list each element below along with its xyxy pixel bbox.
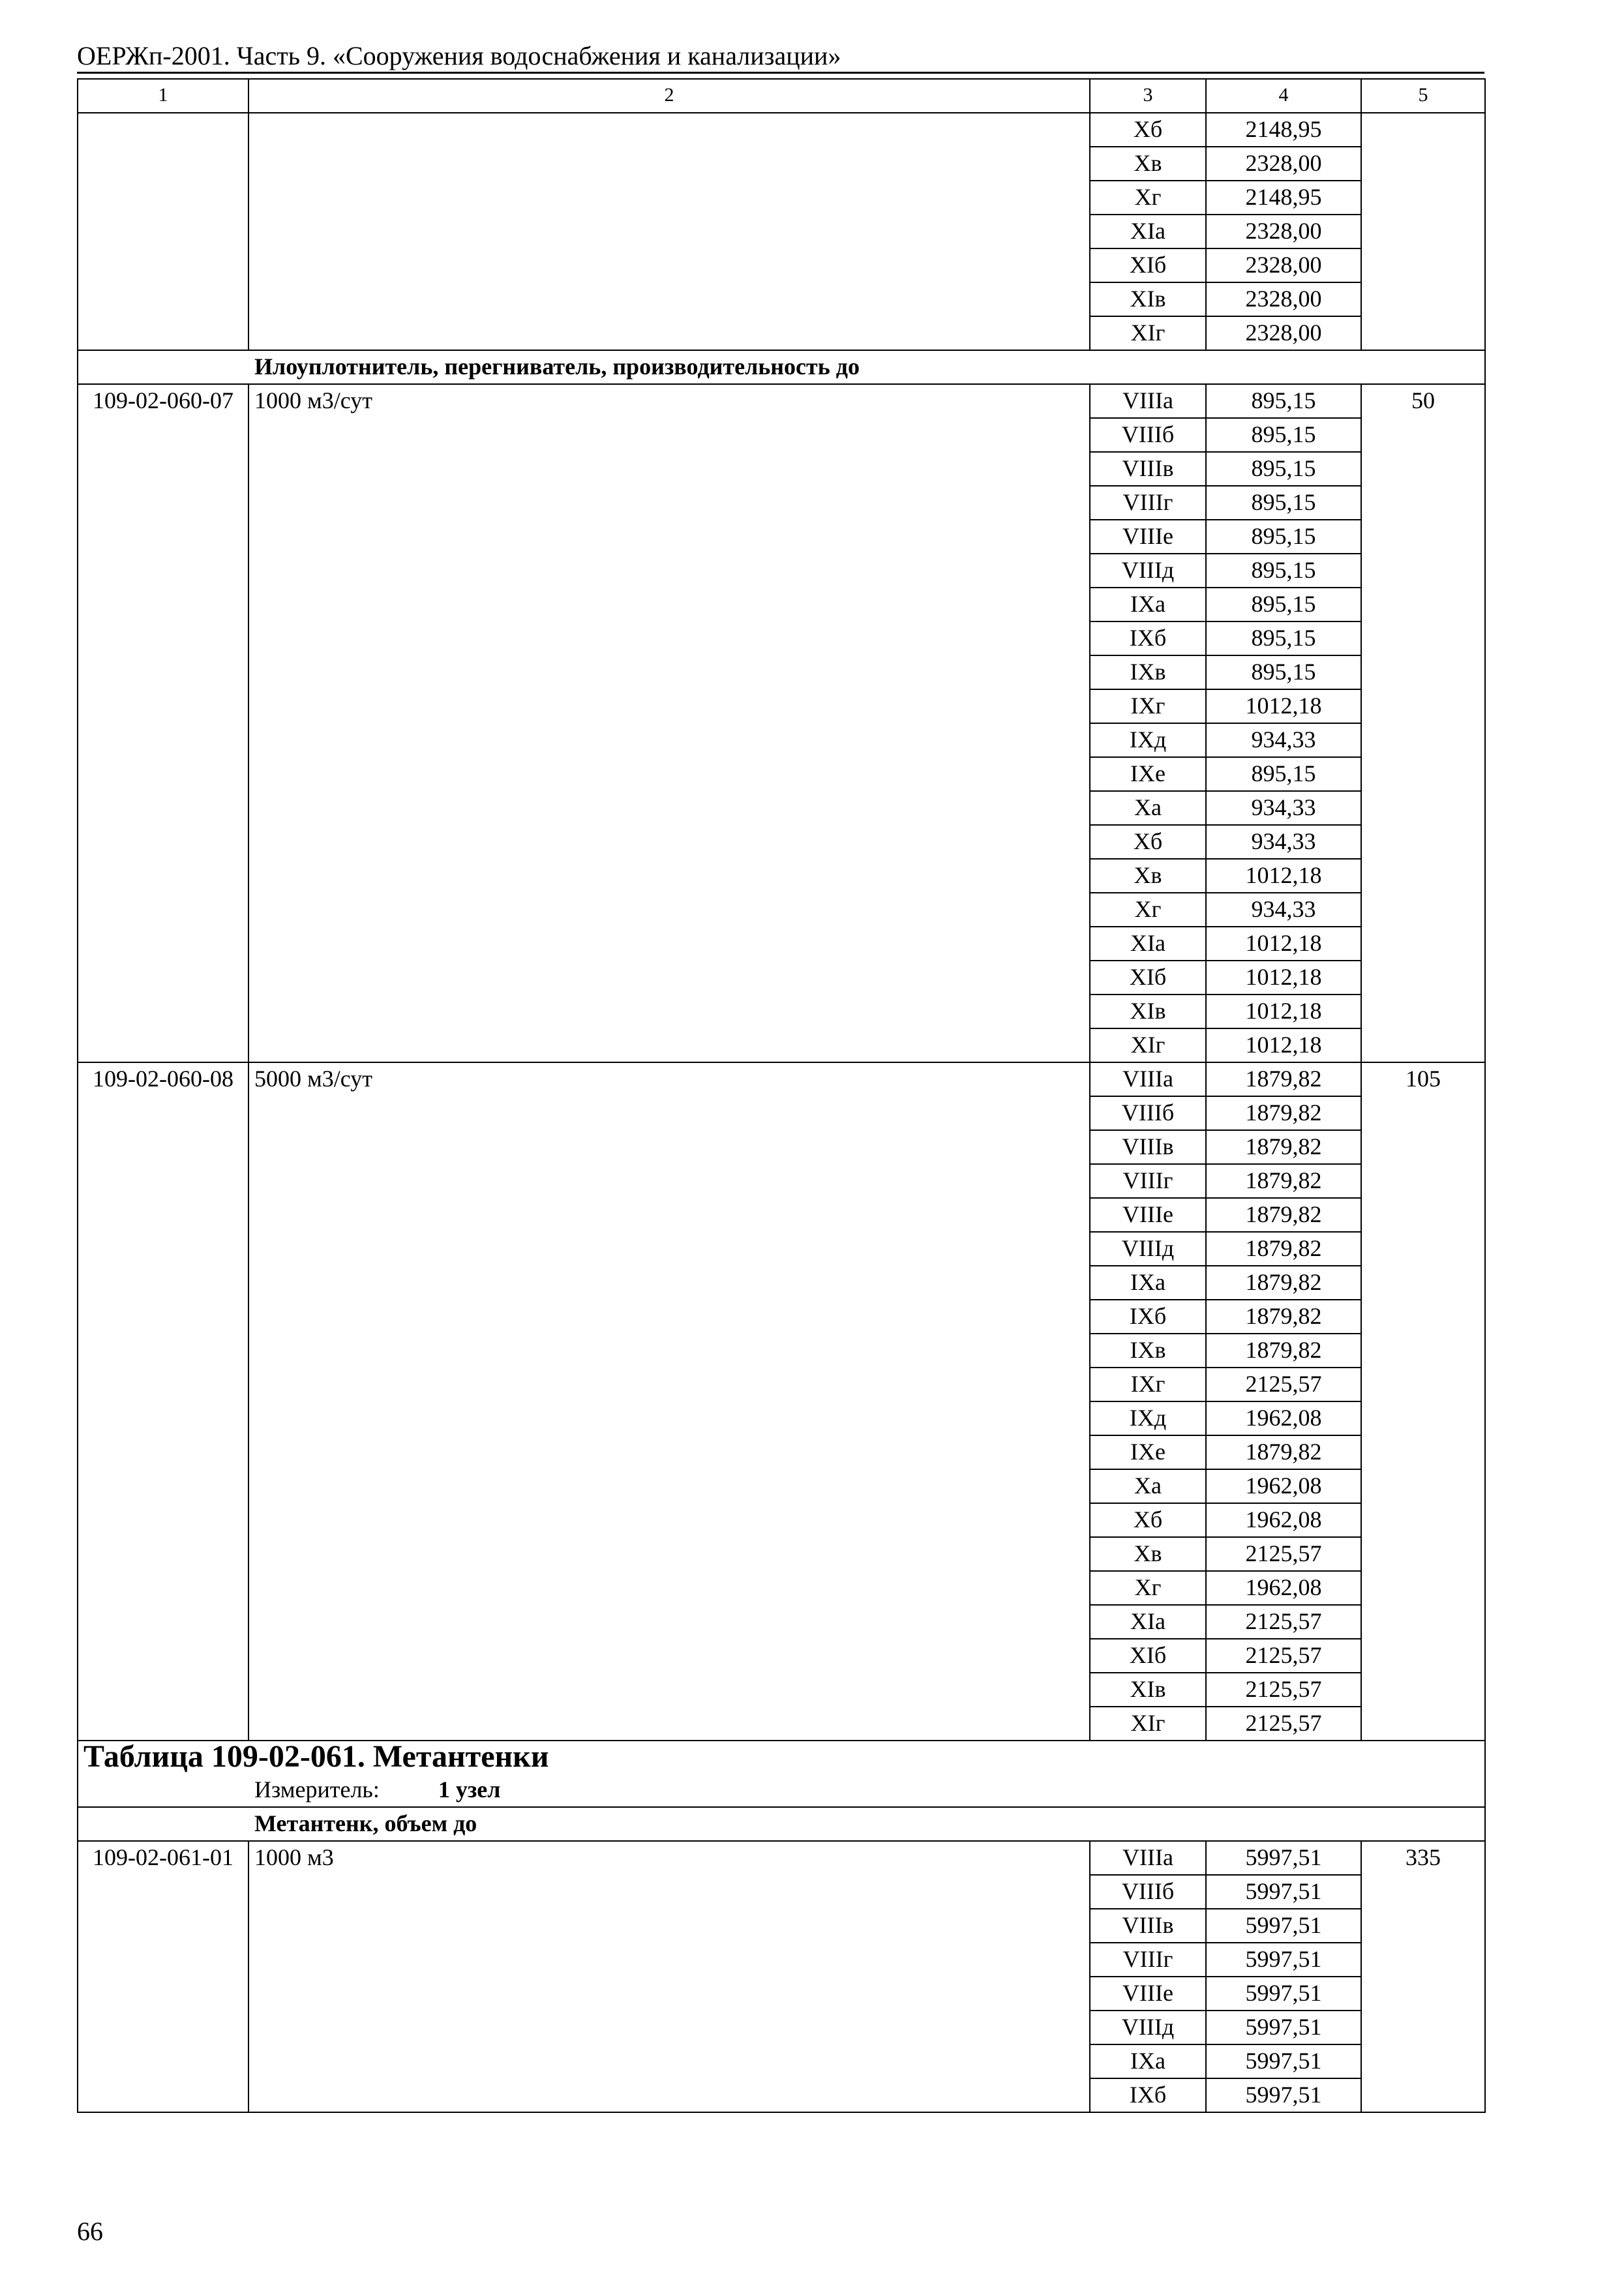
zone-cell: VIIIб bbox=[1090, 418, 1206, 452]
zone-cell: Хб bbox=[1090, 825, 1206, 859]
code-cell: 109-02-060-08 bbox=[78, 1062, 248, 1741]
page-number: 66 bbox=[77, 2217, 103, 2246]
price-cell: 895,15 bbox=[1206, 757, 1361, 791]
price-cell: 934,33 bbox=[1206, 723, 1361, 757]
zone-cell: IХа bbox=[1090, 2044, 1206, 2078]
zone-cell: IХа bbox=[1090, 588, 1206, 621]
price-cell: 895,15 bbox=[1206, 384, 1361, 418]
price-cell: 895,15 bbox=[1206, 486, 1361, 520]
price-cell: 5997,51 bbox=[1206, 2011, 1361, 2044]
section-heading: Метантенк, объем до bbox=[78, 1807, 1485, 1841]
zone-cell: Ха bbox=[1090, 1469, 1206, 1503]
zone-cell: VIIIа bbox=[1090, 1841, 1206, 1875]
price-cell: 895,15 bbox=[1206, 554, 1361, 588]
zone-cell: IХб bbox=[1090, 1300, 1206, 1334]
price-cell: 1879,82 bbox=[1206, 1198, 1361, 1232]
zone-cell: ХIг bbox=[1090, 1707, 1206, 1741]
zone-cell: IХе bbox=[1090, 1435, 1206, 1469]
zone-cell: ХIв bbox=[1090, 1673, 1206, 1707]
zone-cell: VIIIв bbox=[1090, 1130, 1206, 1164]
zone-cell: IХв bbox=[1090, 655, 1206, 689]
price-cell: 5997,51 bbox=[1206, 1909, 1361, 1943]
price-cell: 2148,95 bbox=[1206, 113, 1361, 147]
zone-cell: IХд bbox=[1090, 1401, 1206, 1435]
price-cell: 2328,00 bbox=[1206, 316, 1361, 350]
price-cell: 2125,57 bbox=[1206, 1368, 1361, 1401]
price-cell: 2125,57 bbox=[1206, 1707, 1361, 1741]
zone-cell: ХIб bbox=[1090, 1639, 1206, 1673]
zone-cell: VIIIе bbox=[1090, 1977, 1206, 2011]
zone-cell: VIIIд bbox=[1090, 554, 1206, 588]
zone-cell: IХа bbox=[1090, 1266, 1206, 1300]
zone-cell: Хв bbox=[1090, 859, 1206, 893]
zone-cell: IХг bbox=[1090, 1368, 1206, 1401]
table-row bbox=[78, 384, 1485, 418]
code-cell: 109-02-061-01 bbox=[78, 1841, 248, 2112]
price-cell: 5997,51 bbox=[1206, 1875, 1361, 1909]
zone-cell: VIIIб bbox=[1090, 1096, 1206, 1130]
price-cell: 1012,18 bbox=[1206, 1028, 1361, 1062]
price-cell: 1879,82 bbox=[1206, 1435, 1361, 1469]
column-number: 2 bbox=[248, 79, 1090, 113]
zone-cell: Ха bbox=[1090, 791, 1206, 825]
zone-cell: VIIIд bbox=[1090, 1232, 1206, 1266]
measure-value: 1 узел bbox=[438, 1776, 501, 1803]
price-cell: 5997,51 bbox=[1206, 2044, 1361, 2078]
zone-cell: IХб bbox=[1090, 2078, 1206, 2112]
page-header: ОЕРЖп-2001. Часть 9. «Сооружения водоснабжения и канализации» bbox=[77, 41, 841, 70]
column-number: 4 bbox=[1206, 79, 1361, 113]
price-cell: 934,33 bbox=[1206, 791, 1361, 825]
price-cell: 2328,00 bbox=[1206, 215, 1361, 248]
zone-cell: ХIа bbox=[1090, 927, 1206, 961]
zone-cell: VIIIе bbox=[1090, 1198, 1206, 1232]
price-cell: 2125,57 bbox=[1206, 1537, 1361, 1571]
price-cell: 2125,57 bbox=[1206, 1673, 1361, 1707]
price-cell: 1962,08 bbox=[1206, 1401, 1361, 1435]
measure-label: Измеритель: bbox=[254, 1776, 380, 1803]
zone-cell: Хг bbox=[1090, 1571, 1206, 1605]
price-cell: 895,15 bbox=[1206, 452, 1361, 486]
price-cell: 2328,00 bbox=[1206, 147, 1361, 181]
price-cell: 1879,82 bbox=[1206, 1300, 1361, 1334]
zone-cell: Хв bbox=[1090, 1537, 1206, 1571]
price-cell: 1879,82 bbox=[1206, 1130, 1361, 1164]
price-cell: 1879,82 bbox=[1206, 1096, 1361, 1130]
table-title: Таблица 109-02-061. Метантенки bbox=[78, 1741, 1485, 1774]
zone-cell: Хг bbox=[1090, 181, 1206, 215]
price-cell: 2125,57 bbox=[1206, 1605, 1361, 1639]
code-cell: 109-02-060-07 bbox=[78, 384, 248, 1062]
price-cell: 1879,82 bbox=[1206, 1334, 1361, 1368]
price-cell: 5997,51 bbox=[1206, 1977, 1361, 2011]
col5-cell: 105 bbox=[1361, 1062, 1485, 1741]
zone-cell: IХв bbox=[1090, 1334, 1206, 1368]
zone-cell: ХIг bbox=[1090, 1028, 1206, 1062]
zone-cell: IХе bbox=[1090, 757, 1206, 791]
table-row bbox=[78, 113, 1485, 147]
zone-cell: ХIа bbox=[1090, 1605, 1206, 1639]
col5-cell: 50 bbox=[1361, 384, 1485, 1062]
zone-cell: VIIIд bbox=[1090, 2011, 1206, 2044]
section-heading: Илоуплотнитель, перегниватель, производительность до bbox=[78, 350, 1485, 384]
zone-cell: Хг bbox=[1090, 893, 1206, 927]
price-cell: 895,15 bbox=[1206, 655, 1361, 689]
price-cell: 895,15 bbox=[1206, 621, 1361, 655]
price-cell: 1962,08 bbox=[1206, 1469, 1361, 1503]
zone-cell: Хб bbox=[1090, 1503, 1206, 1537]
measure-cell bbox=[78, 1774, 1485, 1807]
zone-cell: ХIв bbox=[1090, 282, 1206, 316]
price-cell: 1012,18 bbox=[1206, 995, 1361, 1028]
price-cell: 1879,82 bbox=[1206, 1164, 1361, 1198]
zone-cell: VIIIб bbox=[1090, 1875, 1206, 1909]
zone-cell: ХIб bbox=[1090, 961, 1206, 995]
table-row bbox=[78, 1062, 1485, 1096]
price-cell: 1879,82 bbox=[1206, 1232, 1361, 1266]
price-table bbox=[77, 78, 1486, 2113]
price-cell: 1012,18 bbox=[1206, 927, 1361, 961]
price-cell: 1012,18 bbox=[1206, 961, 1361, 995]
column-number-row bbox=[78, 79, 1485, 113]
section-heading-row bbox=[78, 1807, 1485, 1841]
price-cell: 934,33 bbox=[1206, 893, 1361, 927]
zone-cell: VIIIа bbox=[1090, 384, 1206, 418]
zone-cell: VIIIа bbox=[1090, 1062, 1206, 1096]
price-cell: 5997,51 bbox=[1206, 1943, 1361, 1977]
price-cell: 1879,82 bbox=[1206, 1062, 1361, 1096]
price-cell: 1879,82 bbox=[1206, 1266, 1361, 1300]
price-cell: 5997,51 bbox=[1206, 1841, 1361, 1875]
price-cell: 5997,51 bbox=[1206, 2078, 1361, 2112]
table-row bbox=[78, 1841, 1485, 1875]
name-cell: 1000 м3 bbox=[248, 1841, 1090, 2112]
name-cell: 1000 м3/сут bbox=[248, 384, 1090, 1062]
column-number: 1 bbox=[78, 79, 248, 113]
zone-cell: VIIIг bbox=[1090, 486, 1206, 520]
price-cell: 2125,57 bbox=[1206, 1639, 1361, 1673]
price-cell: 1012,18 bbox=[1206, 689, 1361, 723]
price-cell: 895,15 bbox=[1206, 418, 1361, 452]
price-cell: 1012,18 bbox=[1206, 859, 1361, 893]
price-cell: 895,15 bbox=[1206, 520, 1361, 554]
zone-cell: IХб bbox=[1090, 621, 1206, 655]
price-cell: 1962,08 bbox=[1206, 1571, 1361, 1605]
zone-cell: ХIб bbox=[1090, 248, 1206, 282]
price-table-body bbox=[78, 79, 1485, 2112]
zone-cell: VIIIв bbox=[1090, 452, 1206, 486]
name-cell: 5000 м3/сут bbox=[248, 1062, 1090, 1741]
zone-cell: Хв bbox=[1090, 147, 1206, 181]
col5-cell bbox=[1361, 113, 1485, 350]
column-number: 3 bbox=[1090, 79, 1206, 113]
price-cell: 934,33 bbox=[1206, 825, 1361, 859]
price-cell: 895,15 bbox=[1206, 588, 1361, 621]
zone-cell: VIIIв bbox=[1090, 1909, 1206, 1943]
zone-cell: IХг bbox=[1090, 689, 1206, 723]
column-number: 5 bbox=[1361, 79, 1485, 113]
zone-cell: VIIIг bbox=[1090, 1164, 1206, 1198]
zone-cell: ХIа bbox=[1090, 215, 1206, 248]
measure-row bbox=[78, 1774, 1485, 1807]
price-cell: 2328,00 bbox=[1206, 248, 1361, 282]
header-rule bbox=[77, 72, 1484, 74]
table-title-row bbox=[78, 1741, 1485, 1774]
price-cell: 2328,00 bbox=[1206, 282, 1361, 316]
name-cell bbox=[248, 113, 1090, 350]
zone-cell: VIIIг bbox=[1090, 1943, 1206, 1977]
price-cell: 1962,08 bbox=[1206, 1503, 1361, 1537]
zone-cell: ХIг bbox=[1090, 316, 1206, 350]
zone-cell: VIIIе bbox=[1090, 520, 1206, 554]
zone-cell: ХIв bbox=[1090, 995, 1206, 1028]
col5-cell: 335 bbox=[1361, 1841, 1485, 2112]
zone-cell: Хб bbox=[1090, 113, 1206, 147]
section-heading-row bbox=[78, 350, 1485, 384]
zone-cell: IХд bbox=[1090, 723, 1206, 757]
price-cell: 2148,95 bbox=[1206, 181, 1361, 215]
code-cell bbox=[78, 113, 248, 350]
